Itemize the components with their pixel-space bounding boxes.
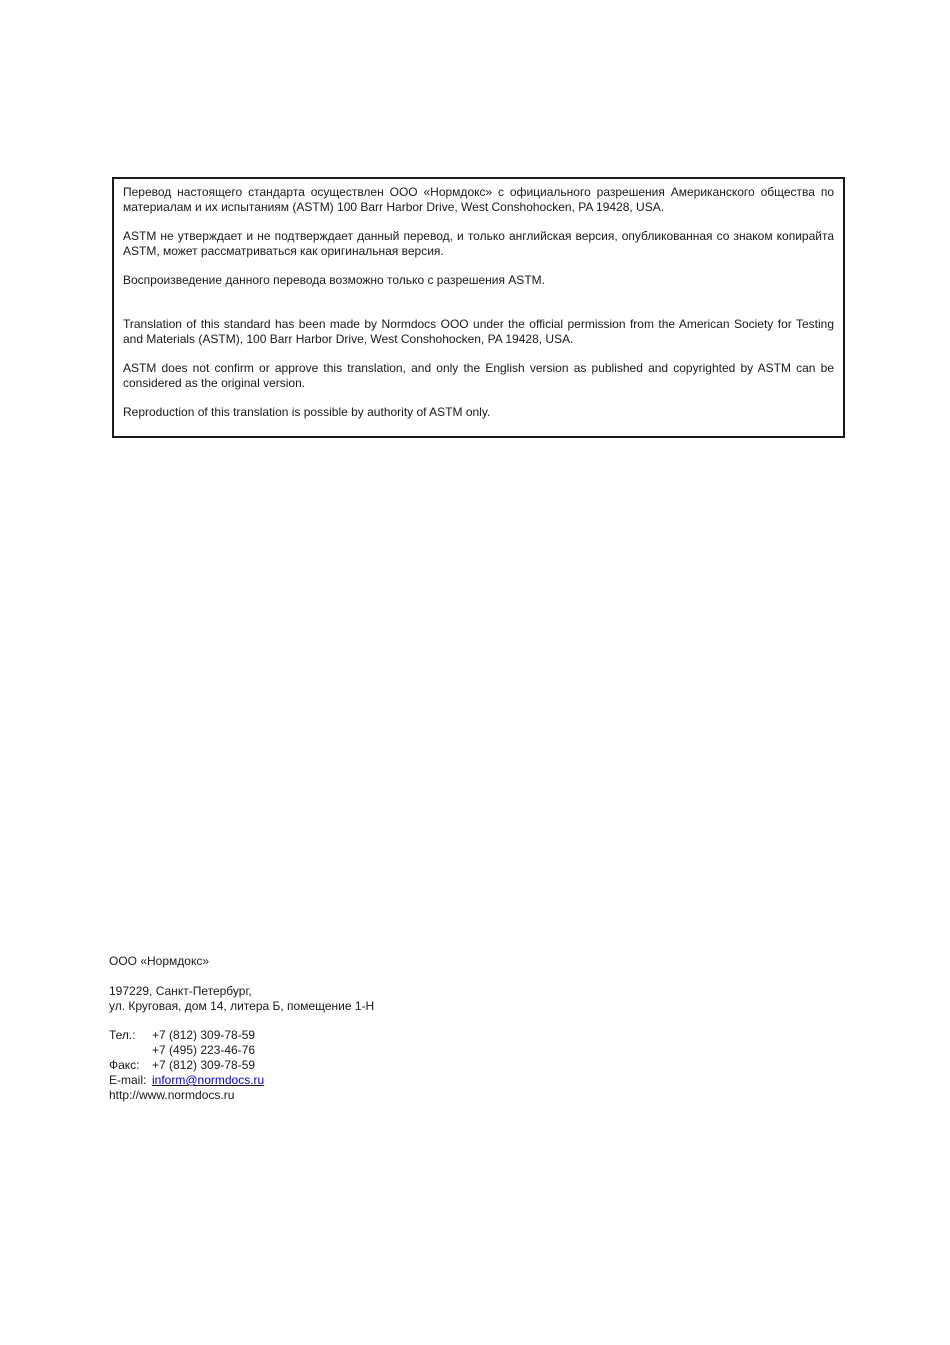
notice-paragraph-en-1: Translation of this standard has been made by Normdocs OOO under the official permission from the American Society for Testing and Materials (ASTM), 100 Barr Harbor Drive, West Conshohocken, PA 19428, USA. [123, 317, 834, 346]
company-name: ООО «Нормдокс» [109, 954, 210, 968]
phone-row-1 [109, 1028, 374, 1043]
contact-info [109, 954, 374, 1103]
notice-paragraph-ru-2: ASTM не утверждает и не подтверждает данный перевод, и только английская версия, опубликованная со знаком копирайта ASTM, может рассматриваться как оригинальная версия. [123, 229, 834, 258]
notice-paragraph-ru-3: Воспроизведение данного перевода возможно только с разрешения ASTM. [123, 273, 545, 287]
website-url: http://www.normdocs.ru [109, 1088, 235, 1102]
address-line-1: 197229, Санкт-Петербург, [109, 984, 252, 998]
email-label: E-mail: [109, 1073, 147, 1087]
notice-paragraph-en-3: Reproduction of this translation is possible by authority of ASTM only. [123, 405, 491, 419]
translation-notice-box [112, 177, 845, 438]
phone-label: Тел.: [109, 1028, 136, 1042]
fax-number: +7 (812) 309-78-59 [152, 1058, 256, 1072]
phone-row-2 [109, 1043, 374, 1058]
fax-label: Факс: [109, 1058, 140, 1072]
email-link[interactable]: inform@normdocs.ru [152, 1073, 265, 1087]
notice-paragraph-en-2: ASTM does not confirm or approve this translation, and only the English version as published and copyrighted by ASTM can be considered as the original version. [123, 361, 834, 390]
address-line-2: ул. Круговая, дом 14, литера Б, помещение 1-Н [109, 999, 375, 1013]
phone-number-1: +7 (812) 309-78-59 [152, 1028, 256, 1042]
fax-row [109, 1058, 374, 1073]
email-row [109, 1073, 374, 1088]
company-address [109, 984, 374, 1014]
website-row [109, 1088, 374, 1103]
notice-paragraph-ru-1: Перевод настоящего стандарта осуществлен ООО «Нормдокс» с официального разрешения Американского общества по материалам и их испытаниям (ASTM) 100 Barr Harbor Drive, West Conshohocken, PA 19428, USA. [123, 185, 834, 214]
phone-number-2: +7 (495) 223-46-76 [152, 1043, 256, 1057]
